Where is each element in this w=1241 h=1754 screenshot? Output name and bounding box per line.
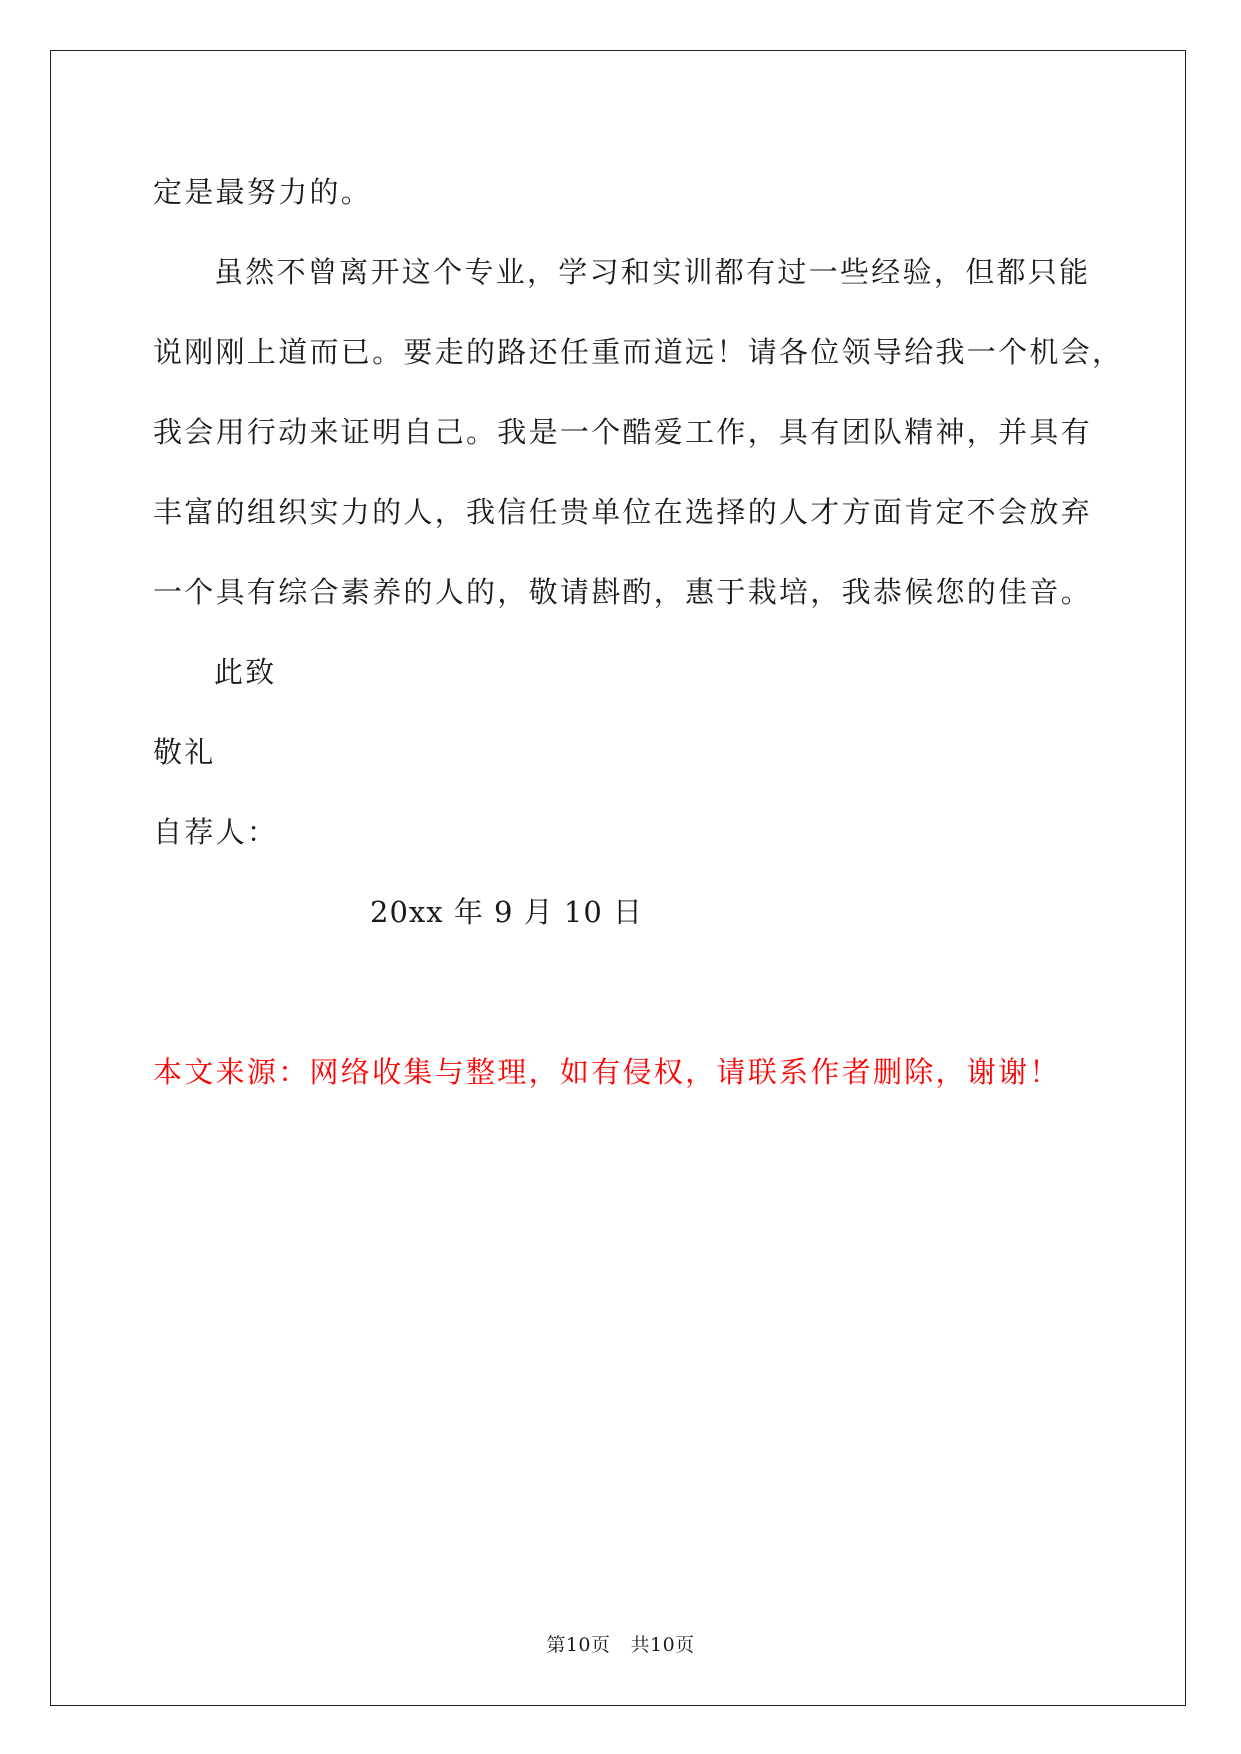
signer-label: 自荐人： <box>153 815 279 849</box>
salutation-text: 敬礼 <box>153 735 216 769</box>
body-line-5: 丰富的组织实力的人，我信任贵单位在选择的人才方面肯定不会放弃 <box>153 495 1093 529</box>
closing-text: 此致 <box>214 655 277 689</box>
page-footer <box>0 1632 1241 1658</box>
source-note: 本文来源：网络收集与整理，如有侵权，请联系作者删除，谢谢！ <box>153 1055 1061 1089</box>
letter-date: 20xx 年 9 月 10 日 <box>370 895 644 929</box>
total-pages-label: 共10页 <box>630 1634 695 1656</box>
body-line-2: 虽然不曾离开这个专业，学习和实训都有过一些经验，但都只能 <box>214 255 1091 289</box>
page-border <box>50 50 1186 1706</box>
current-page-label: 第10页 <box>546 1634 611 1656</box>
body-line-1: 定是最努力的。 <box>153 175 373 209</box>
body-line-4: 我会用行动来证明自己。我是一个酷爱工作，具有团队精神，并具有 <box>153 415 1093 449</box>
body-line-6: 一个具有综合素养的人的，敬请斟酌，惠于栽培，我恭候您的佳音。 <box>153 575 1093 609</box>
body-line-3: 说刚刚上道而已。要走的路还任重而道远！请各位领导给我一个机会， <box>153 335 1124 369</box>
